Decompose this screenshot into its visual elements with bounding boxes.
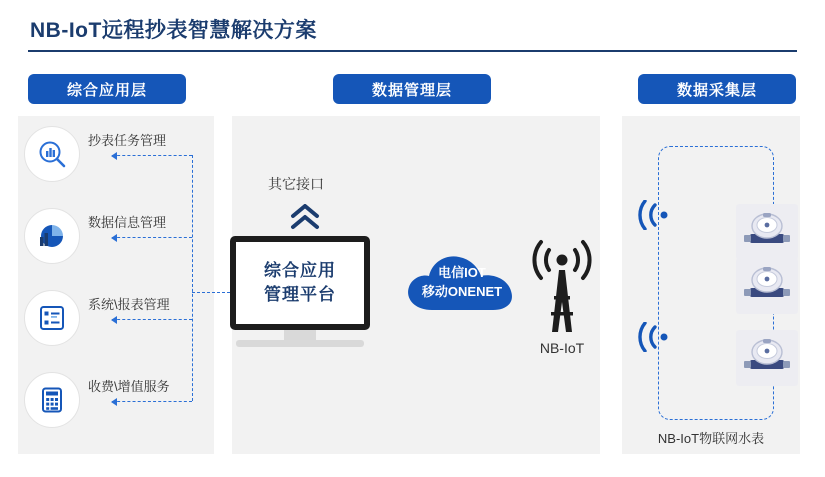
water-meter-icon <box>736 330 798 386</box>
application-connector-spine <box>192 155 193 401</box>
platform-line-1: 综合应用 <box>264 261 336 280</box>
wifi-signal-icon <box>638 200 672 230</box>
application-item-1[interactable] <box>24 126 210 182</box>
water-meter-icon <box>736 204 798 260</box>
signal-tower-icon <box>528 236 596 336</box>
application-item-2[interactable] <box>24 208 210 264</box>
double-chevron-up-icon <box>289 204 321 230</box>
application-item-4-label: 收费\增值服务 <box>88 379 170 394</box>
wifi-signal-icon <box>638 322 672 352</box>
magnifier-chart-icon <box>24 126 80 182</box>
section-pill-acquisition: 数据采集层 <box>638 74 796 104</box>
monitor-stand-neck <box>284 330 316 340</box>
application-item-4[interactable] <box>24 372 210 428</box>
section-pill-application: 综合应用层 <box>28 74 186 104</box>
other-interface-label: 其它接口 <box>268 176 324 192</box>
cloud-label-line-2: 移动ONENET <box>421 284 503 299</box>
tower-label: NB-IoT <box>539 340 585 356</box>
list-report-icon <box>24 290 80 346</box>
cloud-label-line-1: 电信IOT <box>438 265 486 280</box>
application-item-3-label: 系统\报表管理 <box>88 297 170 312</box>
calculator-icon <box>24 372 80 428</box>
application-item-2-label: 数据信息管理 <box>88 215 167 230</box>
monitor-stand-base <box>236 340 364 347</box>
cloud-label <box>398 263 526 301</box>
title-divider <box>28 50 797 52</box>
section-pill-data-management: 数据管理层 <box>333 74 491 104</box>
acquisition-caption: NB-IoT物联网水表 <box>657 431 765 446</box>
application-item-3[interactable] <box>24 290 210 346</box>
platform-line-2: 管理平台 <box>264 285 336 304</box>
page-title: NB-IoT远程抄表智慧解决方案 <box>30 19 317 42</box>
water-meter-icon <box>736 258 798 314</box>
application-item-1-label: 抄表任务管理 <box>88 133 167 148</box>
pie-chart-icon <box>24 208 80 264</box>
platform-monitor <box>230 236 370 330</box>
